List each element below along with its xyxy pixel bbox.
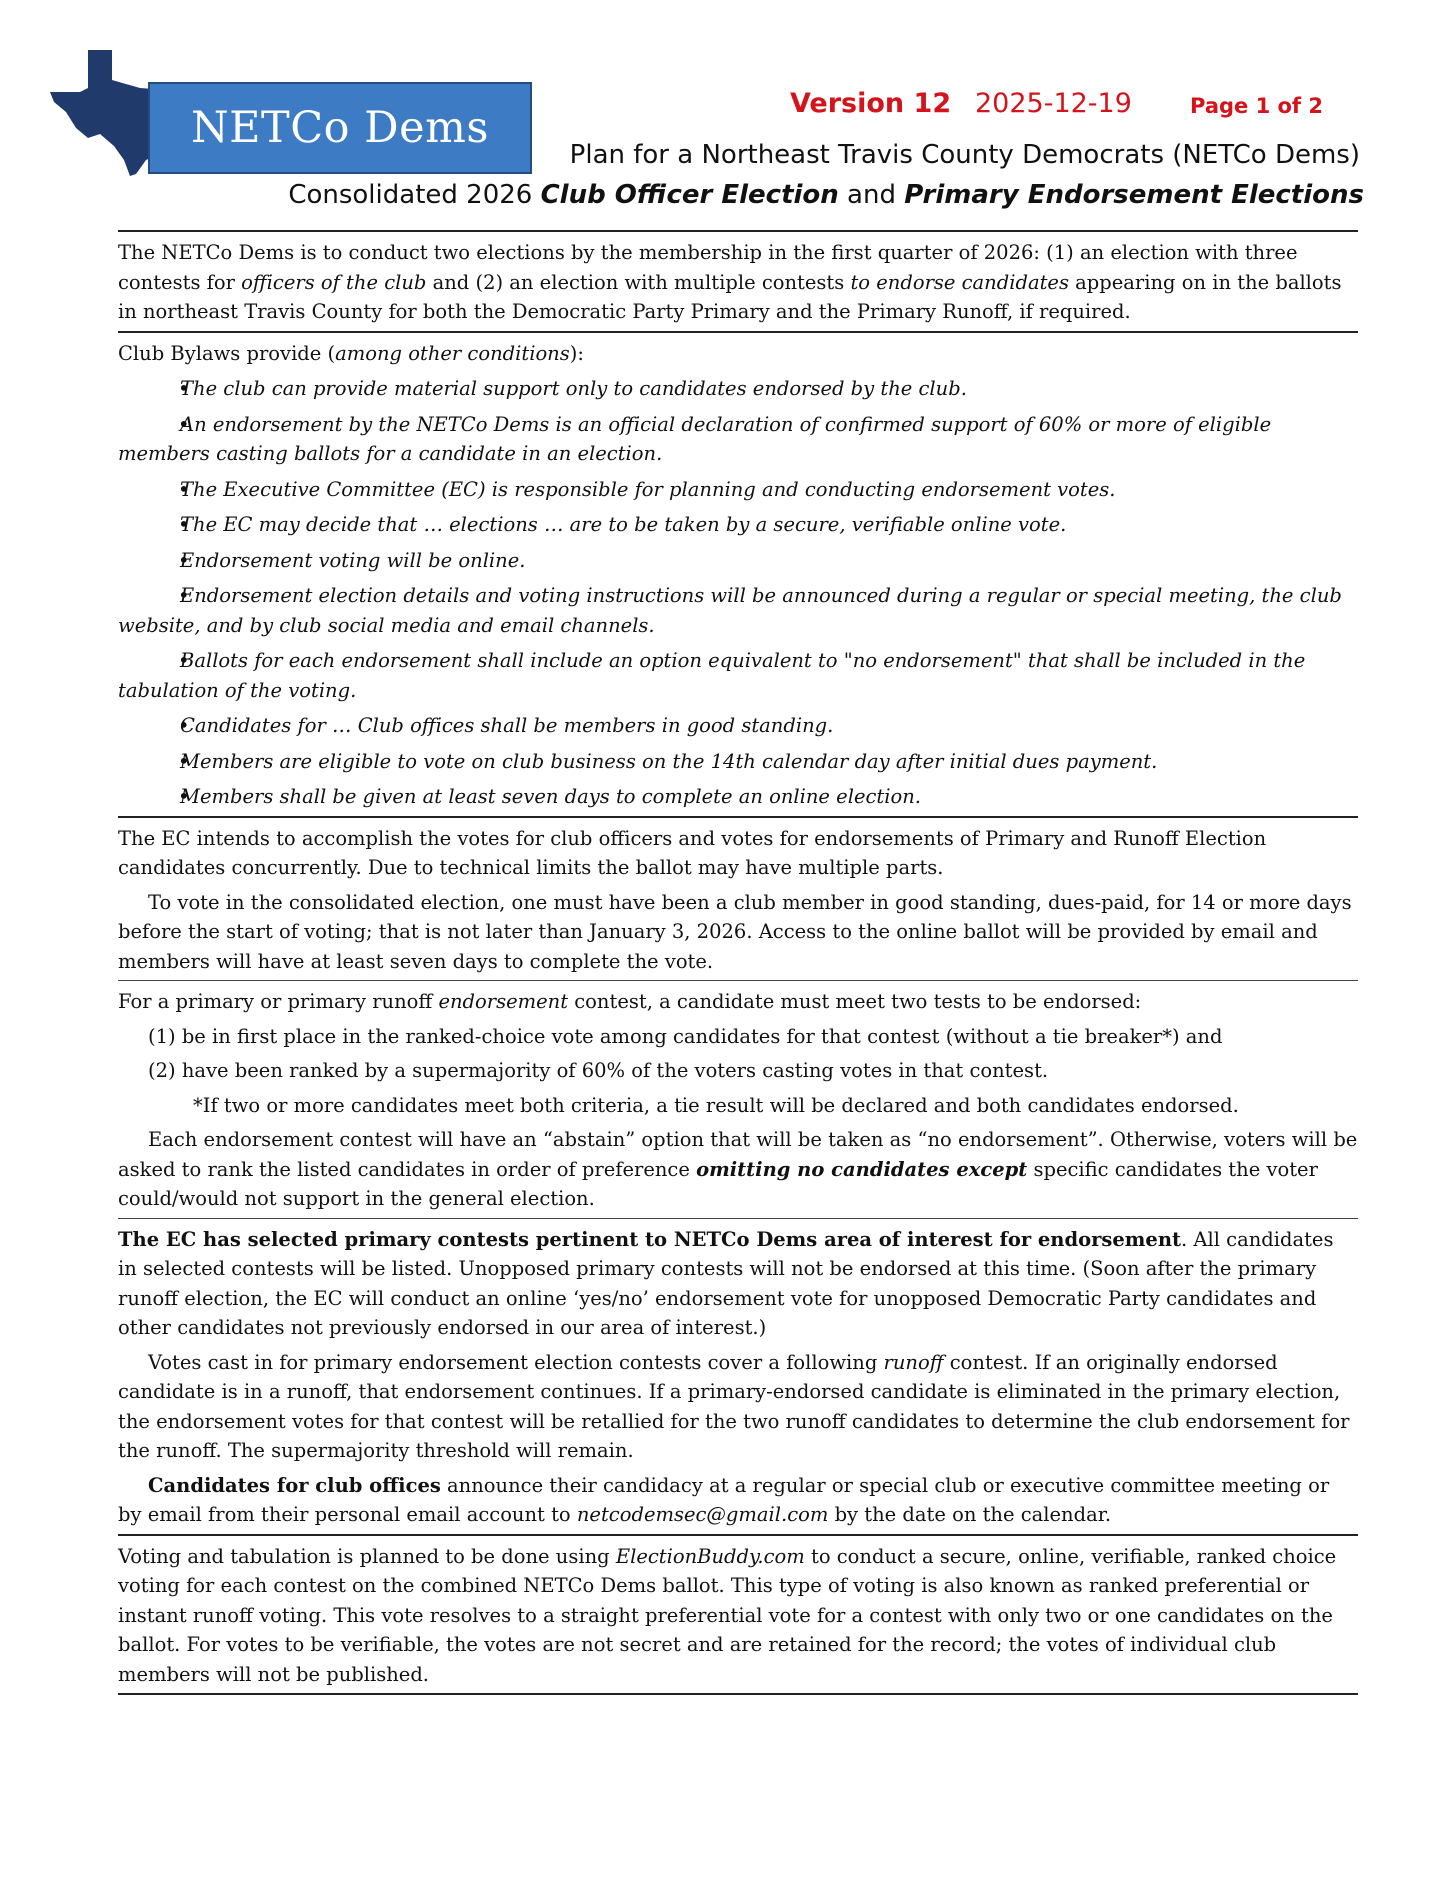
concurrent-voting-section [118, 816, 1358, 981]
contact-email: netcodemsec@gmail.com [576, 1503, 829, 1526]
bylaw-item: • Candidates for … Club offices shall be members in good standing. [118, 711, 1358, 741]
endorsement-tests-section [118, 980, 1358, 1218]
test-item-2: (2) have been ranked by a supermajority of 60% of the voters casting votes in that contest. [148, 1059, 1049, 1082]
tie-footnote: *If two or more candidates meet both criteria, a tie result will be declared and both candidates endorsed. [193, 1093, 1239, 1117]
intro-section [118, 230, 1358, 331]
eligibility-paragraph: To vote in the consolidated election, one must have been a club member in good standing, dues-paid, for 14 or more days before the start of voting; that is not later than January 3, 2026. Access to the online ballot will be provided by email and members will have at least seven days to complete the vote. [118, 890, 1352, 973]
logo-text: NETCo Dems [191, 103, 489, 153]
version-label: Version 12 [790, 88, 952, 119]
candidacy-paragraph: Candidates for club offices announce their candidacy at a regular or special club or executive committee meeting or by email from their personal email account to netcodemsec@gmail.com by the date on the calendar. [118, 1473, 1330, 1526]
page-title: Plan for a Northeast Travis County Democrats (NETCo Dems) [569, 140, 1360, 170]
runoff-paragraph: Votes cast in for primary endorsement election contests cover a following runoff contest. If an originally endorsed candidate is in a runoff, that endorsement continues. If a primary-endorsed candidate is eliminated in the primary election, the endorsement votes for that contest will be retallied for the two runoff candidates to determine the club endorsement for the runoff. The supermajority threshold will remain. [118, 1350, 1350, 1462]
logo-banner [148, 82, 532, 174]
bylaw-item: • The club can provide material support only to candidates endorsed by the club. [118, 374, 1358, 404]
selected-contests-section [118, 1218, 1358, 1534]
page-number: Page 1 of 2 [1190, 94, 1323, 118]
intro-paragraph: The NETCo Dems is to conduct two elections by the membership in the first quarter of 2026: (1) an election with three contests for officers of the club and (2) an election with multiple contests to endorse candidates appearing on in the ballots in northeast Travis County for both the Democratic Party Primary and the Primary Runoff, if required. [118, 241, 1342, 323]
bylaws-section [118, 331, 1358, 816]
club-logo [50, 48, 489, 178]
bylaw-item: • Endorsement election details and voting instructions will be announced during a regular or special meeting, the club website, and by club social media and email channels. [118, 581, 1358, 640]
tabulation-section [118, 1534, 1358, 1696]
abstain-paragraph: Each endorsement contest will have an “abstain” option that will be taken as “no endorsement”. Otherwise, voters will be asked to rank the listed candidates in order of preference omitting no candidates except specific candidates the voter could/would not support in the general election. [118, 1128, 1358, 1210]
tests-lead: For a primary or primary runoff endorsement contest, a candidate must meet two tests to be endorsed: [118, 990, 1142, 1013]
bylaws-lead: Club Bylaws provide (among other conditions): [118, 341, 584, 365]
bylaw-item: • Ballots for each endorsement shall include an option equivalent to "no endorsement" that shall be included in the tabulation of the voting. [118, 646, 1358, 705]
selected-paragraph: The EC has selected primary contests pertinent to NETCo Dems area of interest for endorsement. All candidates in selected contests will be listed. Unopposed primary contests will not be endorsed at this time. (Soon after the primary runoff election, the EC will conduct an online ‘yes/no’ endorsement vote for unopposed Democratic Party candidates and other candidates not previously endorsed in our area of interest.) [118, 1227, 1334, 1339]
bylaw-item: • An endorsement by the NETCo Dems is an official declaration of confirmed support of 60% or more of eligible members casting ballots for a candidate in an election. [118, 410, 1358, 469]
test-item-1: (1) be in first place in the ranked-choice vote among candidates for that contest (without a tie breaker*) and [148, 1024, 1223, 1048]
page-subtitle: Consolidated 2026 Club Officer Election and Primary Endorsement Elections [288, 180, 1364, 210]
version-date: 2025-12-19 [975, 88, 1132, 119]
electionbuddy-reference: ElectionBuddy.com [615, 1544, 805, 1568]
document-body [118, 230, 1358, 1695]
bylaw-item: • Members are eligible to vote on club business on the 14th calendar day after initial dues payment. [118, 747, 1358, 777]
concurrent-paragraph: The EC intends to accomplish the votes for club officers and votes for endorsements of Primary and Runoff Election candidates concurrently. Due to technical limits the ballot may have multiple parts. [118, 826, 1267, 879]
tabulation-paragraph: Voting and tabulation is planned to be done using ElectionBuddy.com to conduct a secure, online, verifiable, ranked choice voting for each contest on the combined NETCo Dems ballot. This type of voting is also known as ranked preferential or instant runoff voting. This vote resolves to a straight preferential vote for a contest with only two or one candidates on the ballot. For votes to be verifiable, the votes are not secret and are retained for the record; the votes of individual club members will not be published. [118, 1544, 1337, 1686]
bylaw-item: • Members shall be given at least seven days to complete an online election. [118, 782, 1358, 812]
bylaw-item: • Endorsement voting will be online. [118, 546, 1358, 576]
bylaw-item: • The Executive Committee (EC) is responsible for planning and conducting endorsement votes. [118, 475, 1358, 505]
bylaw-item: • The EC may decide that … elections … are to be taken by a secure, verifiable online vote. [118, 510, 1358, 540]
